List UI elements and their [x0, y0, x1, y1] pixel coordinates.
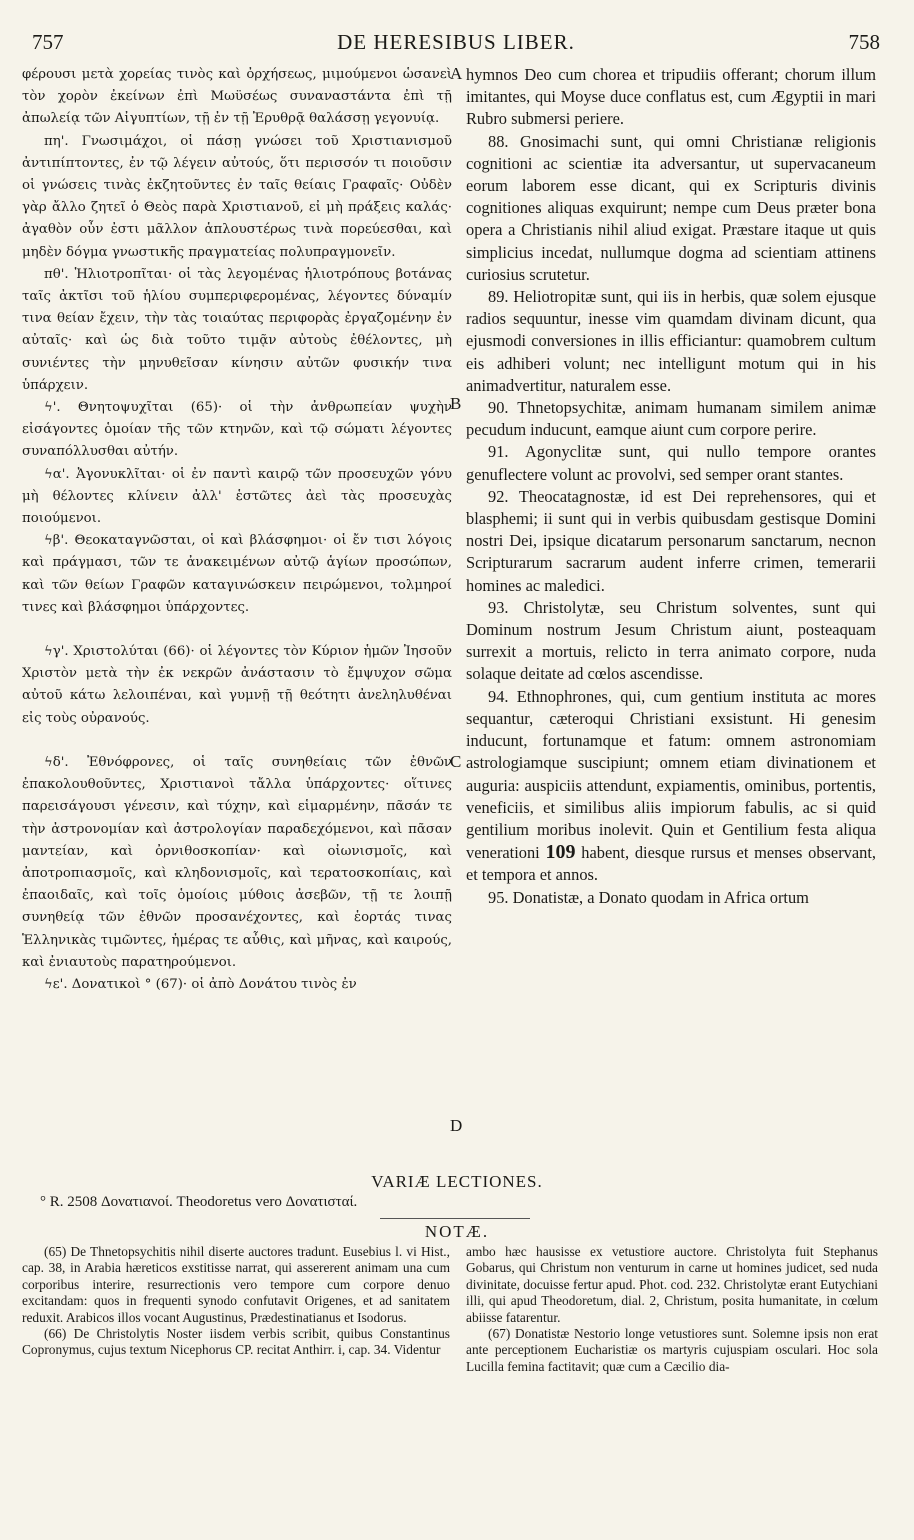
notes-right-column: [466, 1244, 878, 1375]
latin-paragraph: 88. Gnosimachi sunt, qui omni Christianæ religionis cognitioni ac scientiæ ita adversantur, ut supervacaneum eorum laborem esse dicant, qui ex Scripturis divinis cognitiones aliquas exquirunt; nempe cum Deus præter bona opera a Christianis nihil aliud exigat. Præstare itaque ut quis simplicius incedat, nullumque dogma ad scientiam attinens curiosius scrutetur.: [466, 131, 876, 284]
greek-paragraph: φέρουσι μετὰ χορείας τινὸς καὶ ὀρχήσεως, μιμούμενοι ὡσανεὶ τὸν χορὸν ἐκείνων ἐπὶ Μωϋσέως συναναστάντα ἐπὶ τῇ ἀπωλείᾳ τῶν Αἰγυπτίων, τῇ ἐν τῇ Ἐρυθρᾷ θαλάσσῃ γεγονυίᾳ.: [22, 67, 452, 127]
greek-paragraph: ϟγ'. Χριστολύται (66)· οἱ λέγοντες τὸν Κύριον ἡμῶν Ἰησοῦν Χριστὸν μετὰ τὴν ἐκ νεκρῶν ἀνάστασιν τὸ ἔμψυχον σῶμα αὐτοῦ κάτω λελοιπέναι, καὶ γυμνῇ τῇ θεότητι ἀνεληλυθέναι εἰς τοὺς οὐρανούς.: [22, 644, 452, 726]
footnote: ambo hæc hausisse ex vetustiore auctore. Christolyta fuit Stephanus Gobarus, qui Christum non venturum in carne ut homines judicet, sed nuda divinitate, docuisse fertur apud. Phot. cod. 232. Christolytæ erant Eutychiani illi, qui apud Theodoretum, dial. 2, Christum, posita humanitate, in cœlum abiisse fatarentur.: [466, 1244, 878, 1325]
latin-paragraph: 93. Christolytæ, seu Christum solventes, sunt qui Dominum nostrum Jesum Christum aiunt, posteaquam surrexit a mortuis, relicto in terra animato corpore, nuda solaque deitate ad cœlos ascendisse.: [466, 597, 876, 684]
latin-paragraph: hymnos Deo cum chorea et tripudiis offerant; chorum illum imitantes, qui Moyse duce conflatus est, cum Ægyptii in mari Rubro submersi periere.: [466, 65, 876, 129]
marker-a: A: [450, 64, 463, 83]
left-page-number: 757: [32, 30, 64, 54]
latin-text: habent, diesque rursus et menses observant, et tempora et annos.: [466, 843, 876, 885]
greek-paragraph: πθ'. Ἡλιοτροπῖται· οἱ τὰς λεγομένας ἡλιοτρόπους βοτάνας ταῖς ἀκτῖσι τοῦ ἡλίου συμπεριφερομένας, λέγοντες δύναμίν τινα θείαν ἔχειν, τὴν τὰς τοιαύτας περιφορὰς ἐργαζομένην ἐν αὐταῖς· καὶ ὡς διὰ τοῦτο τιμᾷν αὐτοὺς ἐθέλοντες, μὴ συνιέντες τὴν μηνυθεῖσαν κίνησιν αὐτῶν φυσικήν τινα ὑπάρχειν.: [22, 266, 452, 393]
greek-paragraph: ϟε'. Δονατικοὶ ° (67)· οἱ ἀπὸ Δονάτου τινὸς ἐν: [44, 976, 357, 992]
footnote: (66) De Christolytis Noster iisdem verbis scribit, quibus Constantinus Copronymus, cujus textum Nicephorus CP. recitat Anthirr. i, cap. 34. Videntur: [22, 1326, 450, 1358]
latin-paragraph: 92. Theocatagnostæ, id est Dei reprehensores, qui et blasphemi; ii sunt qui in verbis quibusdam gestisque Domini nostri Dei, ipsique dicatarum personarum sanctarum, necnon Scripturarum sacrarum audent inferre crimen, temerarii homines ac maledici.: [466, 486, 876, 595]
variae-lectiones-heading: VARIÆ LECTIONES.: [371, 1172, 543, 1191]
greek-paragraph: ϟ'. Θνητοψυχῖται (65)· οἱ τὴν ἀνθρωπείαν ψυχὴν εἰσάγοντες ὁμοίαν τῆς τῶν κτηνῶν, καὶ τῷ σώματι λέγοντες συναπόλλυσθαι αὐτήν.: [22, 400, 452, 460]
marker-c: C: [450, 752, 462, 771]
greek-paragraph: ϟβ'. Θεοκαταγνῶσται, οἱ καὶ βλάσφημοι· οἱ ἔν τισι λόγοις καὶ πράγμασι, τῶν τε ἀνακειμένων αὐτῷ ἁγίων προσώπων, καὶ τῶν θείων Γραφῶν καταγινώσκειν πειρώμενοι, τολμηροί τινες καὶ βλάσφημοι ὑπάρχοντες.: [22, 533, 452, 615]
greek-paragraph: πη'. Γνωσιμάχοι, οἱ πάσῃ γνώσει τοῦ Χριστιανισμοῦ ἀντιπίπτοντες, ἐν τῷ λέγειν αὐτούς, ὅτι περισσόν τι ποιοῦσιν οἱ γνώσεις τινὰς ἐκζητοῦντες ἐν ταῖς θείαις Γραφαῖς· Οὐδὲν γὰρ ἄλλο ζητεῖ ὁ Θεὸς παρὰ Χριστιανοῦ, εἰ μὴ πράξεις καλάς· ἀγαθὸν οὖν ἐστι μᾶλλον ἁπλουστέρως τινὰ πορεύεσθαι, καὶ μηδὲν δόγμα γνωστικῆς πραγματείας πολυπραγμονεῖν.: [22, 133, 452, 260]
latin-paragraph: 95. Donatistæ, a Donato quodam in Africa ortum: [488, 887, 809, 907]
marker-d: D: [450, 1116, 463, 1135]
latin-column: [466, 64, 876, 909]
greek-paragraph: ϟδ'. Ἐθνόφρονες, οἱ ταῖς συνηθείαις τῶν ἐθνῶν ἐπακολουθοῦντες, Χριστιανοὶ τἄλλα ὑπάρχοντες· οἵτινες παρεισάγουσι γένεσιν, καὶ τύχην, καὶ εἱμαρμένην, πᾶσάν τε τὴν ἀστρονομίαν καὶ ἀστρολογίαν παραδεχόμενοι, καὶ πᾶσαν μαντείαν, καὶ ὀρνιθοσκοπίαν· καὶ οἰωνισμοῖς, καὶ ἀποτροπιασμοῖς, καὶ κληδονισμοῖς, καὶ τερατοσκοπίαις, καὶ ἐπαοιδαῖς, καὶ τοῖς ὁμοίοις μύθοις ἀσεβῶν, τῇ τε λοιπῇ συνηθείᾳ τῶν ἐθνῶν προσανέχοντες, καὶ ἑορτάς τινας Ἑλληνικὰς τιμῶντες, ἡμέρας τε αὖθις, καὶ μῆνας, καὶ καιρούς, καὶ ἐνιαυτοὺς παρατηρούμενοι.: [22, 754, 452, 970]
greek-paragraph: ϟα'. Ἀγονυκλῖται· οἱ ἐν παντὶ καιρῷ τῶν προσευχῶν γόνυ μὴ θέλοντες κλίνειν ἀλλ' ἑστῶτες ἀεὶ τὰς προσευχὰς ποιούμενοι.: [22, 466, 452, 527]
notes-left-column: [22, 1244, 450, 1359]
footnote: (67) Donatistæ Nestorio longe vetustiores sunt. Solemne ipsis non erat ante perceptionem Eucharistiæ os martyris cujuspiam osculari. Hoc sola Lucilla femina factitavit; quæ cum a Cæcilio dia-: [466, 1326, 878, 1374]
page-header: [30, 30, 882, 60]
greek-column: [22, 64, 452, 996]
latin-text: 94. Ethnophrones, qui, cum gentium instituta ac mores sequantur, cæteroqui Christiani exsistunt. Hi genesim inducunt, fortunamque et fatum: omnem astronomiam astrologiamque suscipiunt; omnem etiam divinationem et auguria: auspiciis attendunt, expiamentis, ominibus, portentis, veneficiis, et similibus aliis impiorum fabulis, ac si quid gentilium moribus inolevit. Quin et Gentilium festa aliqua venerationi: [466, 686, 876, 863]
latin-paragraph: [466, 686, 876, 887]
column-number-109: 109: [545, 841, 576, 864]
latin-paragraph: 89. Heliotropitæ sunt, qui iis in herbis, quæ solem ejusque radios sequuntur, inesse vim quamdam divinam dicunt, qua ejusmodi conversiones in illis efficiantur: quamobrem cultum eis adhiberi volunt; nec intelligunt motum qui in his animadvertitur, naturalem esse.: [466, 287, 876, 395]
right-page-number: 758: [848, 30, 880, 54]
marker-b: B: [450, 394, 462, 413]
running-title: DE HERESIBUS LIBER.: [337, 30, 575, 54]
notae-heading: NOTÆ.: [424, 1222, 490, 1241]
footnote: (65) De Thnetopsychitis nihil diserte auctores tradunt. Eusebius l. vi Hist., cap. 38, in Arabia hæreticos exstitisse narrat, qui assererent animam una cum corporibus interire, resurrectionis vero tempore cum corpore denuo excitandam: quos in frequenti synodo confutavit Origenes, et ad sanitatem reduxit. Arabicos illos vocant Augustinus, Prædestinatianus et Isodorus.: [22, 1244, 450, 1325]
latin-paragraph: 91. Agonyclitæ sunt, qui nullo tempore orantes genuflectere volunt ac provolvi, sed semper orant stantes.: [466, 442, 876, 484]
divider: [380, 1218, 530, 1219]
latin-paragraph: 90. Thnetopsychitæ, animam humanam similem animæ pecudum inducunt, eamque aiunt cum corpore perire.: [466, 398, 876, 440]
variant-reading: ° R. 2508 Δονατιανοί. Theodoretus vero Δονατισταί.: [40, 1194, 358, 1210]
